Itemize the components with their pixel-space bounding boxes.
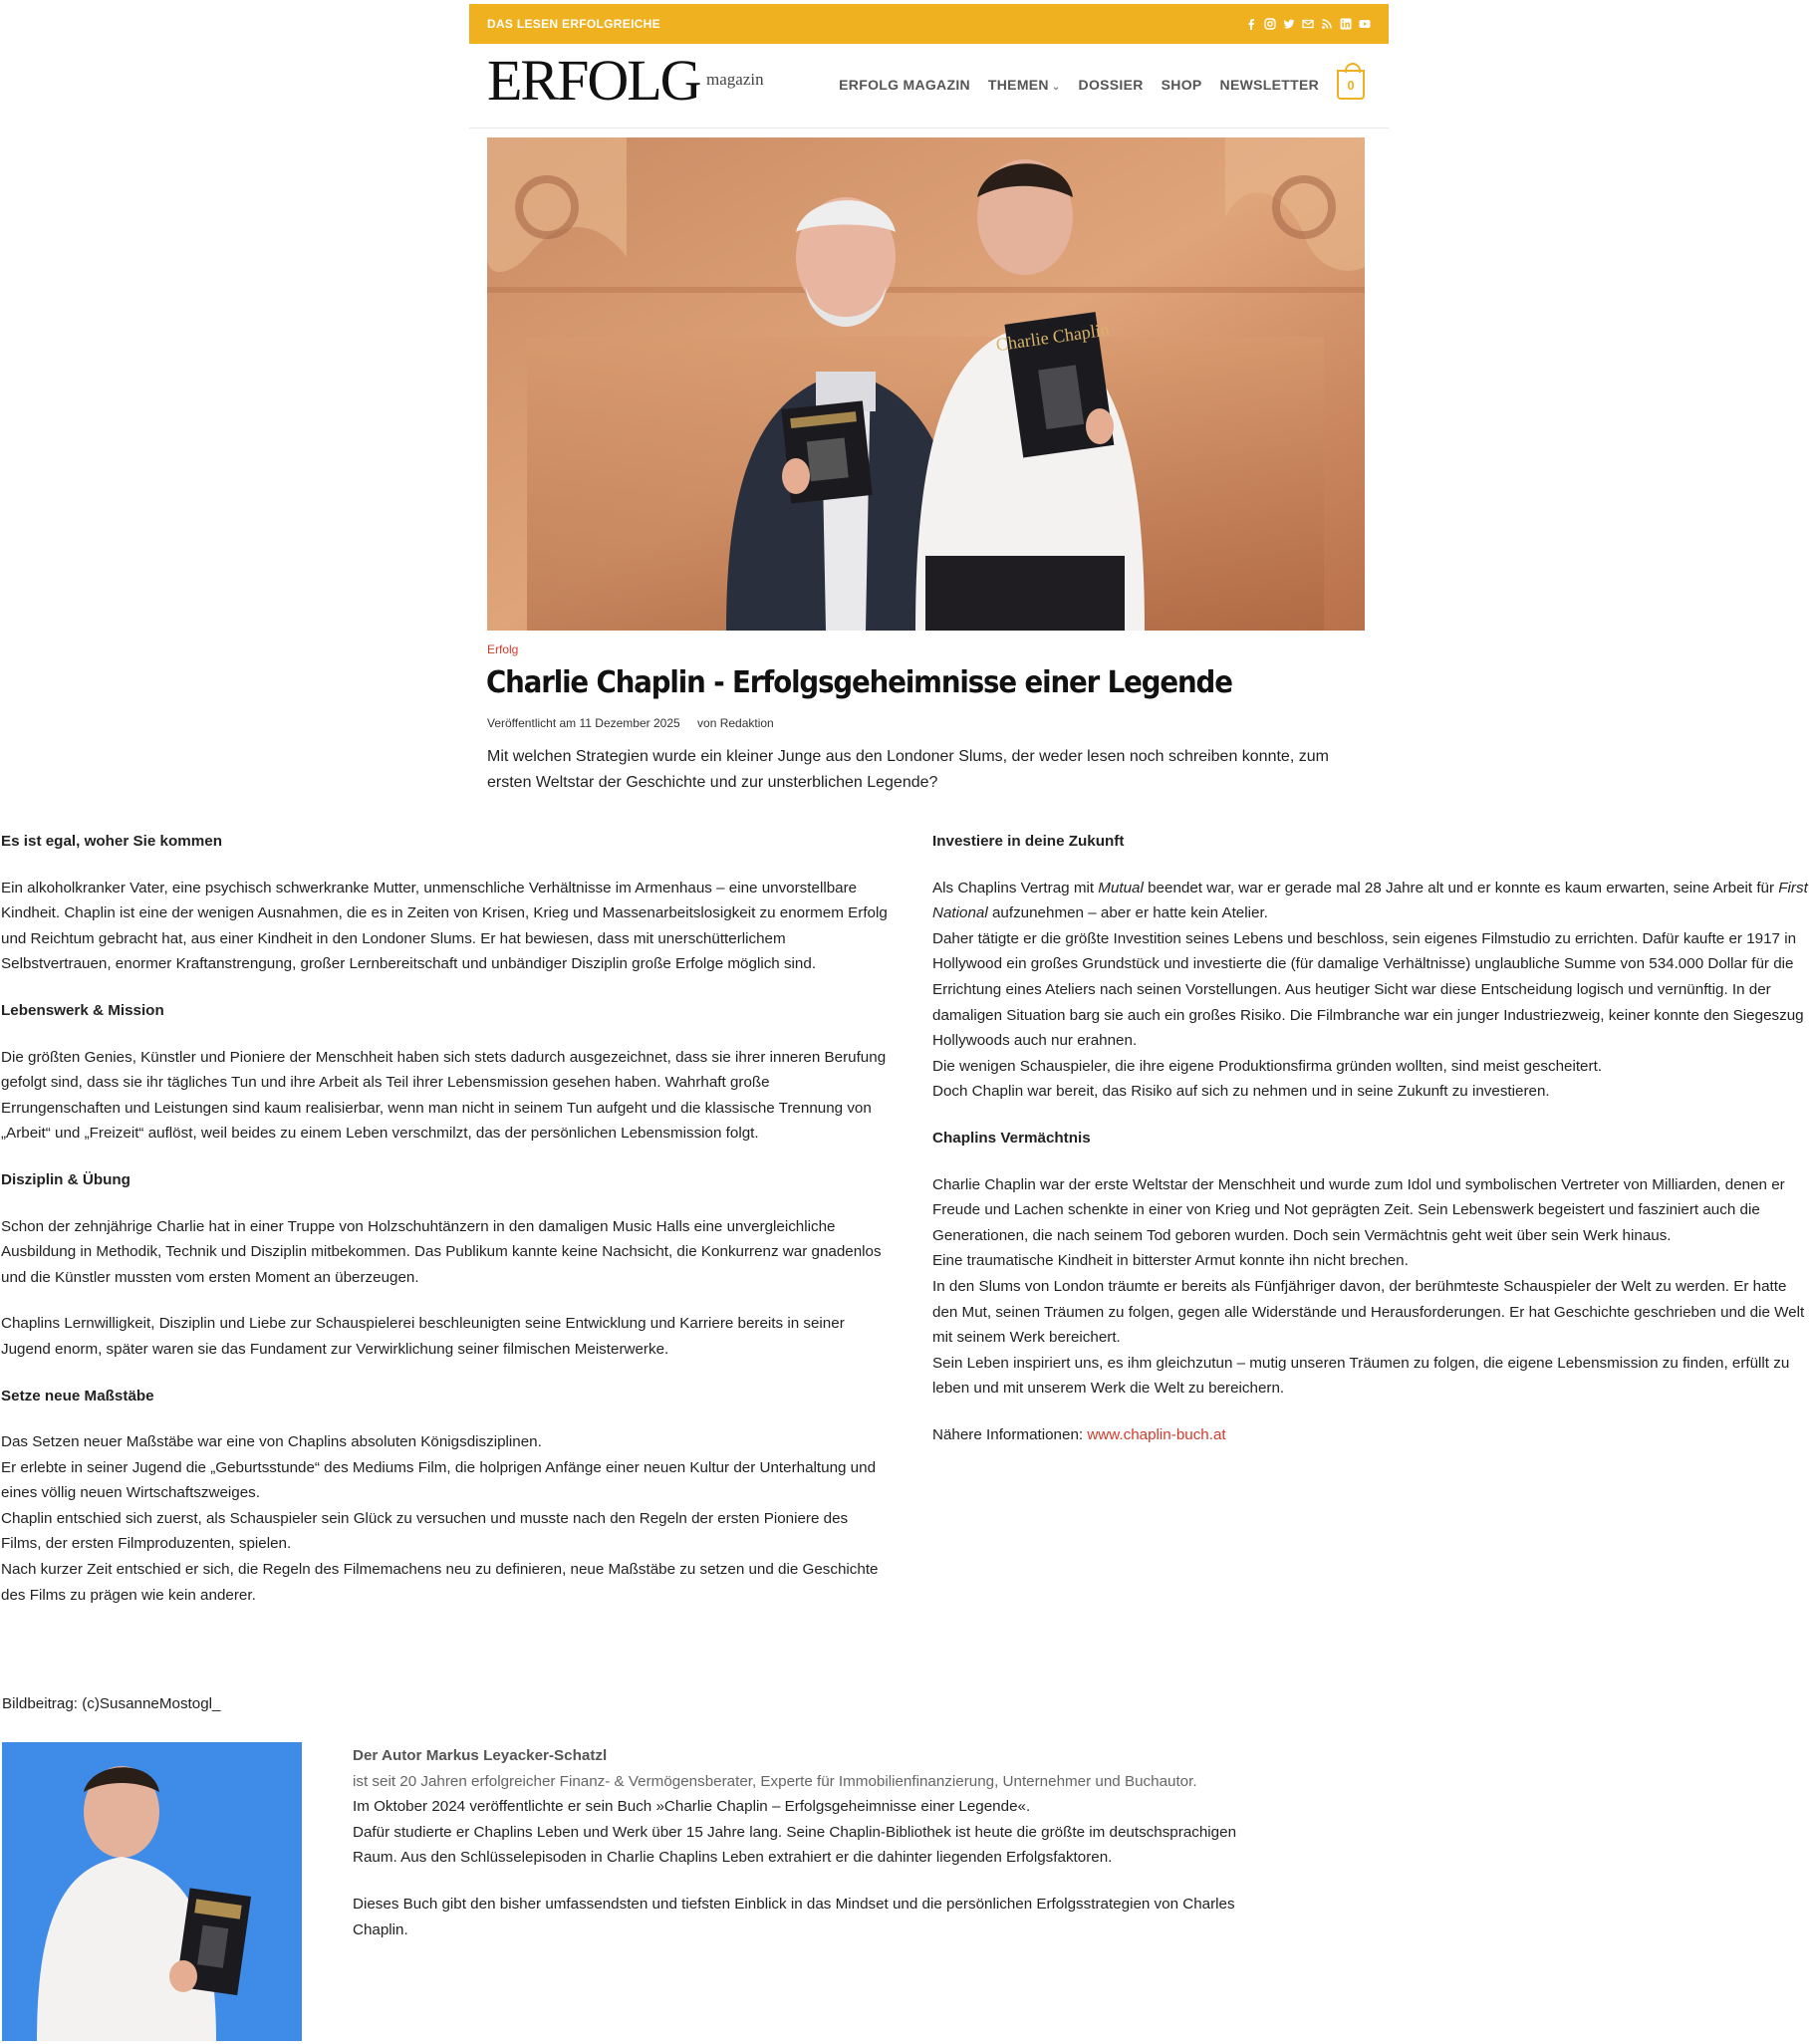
more-info xyxy=(932,1422,1813,1448)
paragraph-line: Das Setzen neuer Maßstäbe war eine von Chaplins absoluten Königsdisziplinen. xyxy=(1,1433,542,1451)
linkedin-icon[interactable] xyxy=(1340,18,1352,30)
cart-count: 0 xyxy=(1347,77,1355,93)
legacy-line: Eine traumatische Kindheit in bitterster Armut konnte ihn nicht brechen. xyxy=(932,1252,1409,1270)
nav-shop[interactable]: SHOP xyxy=(1161,77,1202,93)
instagram-icon[interactable] xyxy=(1264,18,1276,30)
article-meta xyxy=(487,716,774,730)
author-bio: ist seit 20 Jahren erfolgreicher Finanz- & Vermögensberater, Experte für Immobilienfinanzierung, Unternehmer und Buchautor. xyxy=(353,1772,1197,1790)
main-nav xyxy=(821,70,1365,100)
paragraph-line: Schon der zehnjährige Charlie hat in einer Truppe von Holzschuhtänzern in den damaligen Music Halls eine unvergleichliche Ausbildung in Methodik, Technik und Disziplin mitbekommen. Das Publikum kannte keine Nachsicht, die Konkurrenz war gnadenlos und die Künstler mussten vom ersten Moment an überzeugen. xyxy=(1,1217,882,1286)
section-paragraph xyxy=(1,876,888,977)
top-bar-tagline: DAS LESEN ERFOLGREICHE xyxy=(487,17,660,31)
image-credit: Bildbeitrag: (c)SusanneMostogl_ xyxy=(2,1695,221,1712)
invest-text-b: beendet war, war er gerade mal 28 Jahre alt und er konnte es kaum erwarten, seine Arbeit für xyxy=(1143,879,1779,896)
article-category[interactable]: Erfolg xyxy=(487,642,519,656)
section-paragraph xyxy=(1,1429,888,1608)
twitter-icon[interactable] xyxy=(1283,18,1295,30)
more-info-link[interactable]: www.chaplin-buch.at xyxy=(1087,1425,1226,1443)
section-paragraph xyxy=(1,1214,888,1291)
section-heading: Setze neue Maßstäbe xyxy=(1,1387,154,1405)
author-research: Dafür studierte er Chaplins Leben und Werk über 15 Jahre lang. Seine Chaplin-Bibliothek ist heute die größte im deutschsprachigen Raum. Aus den Schlüsselepisoden in Charlie Chaplins Leben extrahiert er die dahinter liegenden Erfolgsfaktoren. xyxy=(353,1823,1237,1867)
invest-em-mutual: Mutual xyxy=(1098,879,1144,896)
section-heading: Disziplin & Übung xyxy=(1,1170,130,1188)
invest-em-first-national: First National xyxy=(932,879,1808,922)
invest-text-a: Als Chaplins Vertrag mit xyxy=(932,879,1099,896)
paragraph-line: Die größten Genies, Künstler und Pioniere der Menschheit haben sich stets dadurch ausgezeichnet, dass sie ihrer inneren Berufung gefolgt sind, dass sie ihr tägliches Tun und ihre Arbeit als Teil ihrer Lebensmission gesehen haben. Wahrhaft große Errungenschaften und Leistungen sind kaum realisierbar, wenn man nicht in seinem Tun aufgeht und die klassische Trennung von „Arbeit“ und „Freizeit“ auflöst, weil beides zu einem Leben verschmilzt, das der persönlichen Lebensmission folgt. xyxy=(1,1048,887,1143)
section-body-invest xyxy=(932,876,1813,1105)
mail-icon[interactable] xyxy=(1302,18,1314,30)
top-bar xyxy=(469,4,1389,44)
section-heading: Es ist egal, woher Sie kommen xyxy=(1,833,222,850)
hero-image xyxy=(487,137,1365,631)
social-links xyxy=(1245,18,1371,30)
author-book-summary: Dieses Buch gibt den bisher umfassendsten und tiefsten Einblick in das Mindset und die persönlichen Erfolgsstrategien von Charles Chaplin. xyxy=(353,1895,1235,1938)
nav-erfolg-magazin[interactable]: ERFOLG MAGAZIN xyxy=(839,77,970,93)
nav-themen-label: THEMEN xyxy=(987,77,1049,93)
legacy-line: In den Slums von London träumte er bereits als Fünfjähriger davon, der berühmteste Schauspieler der Welt zu werden. Er hatte den Mut, seinen Träumen zu folgen, gegen alle Widerstände und Herausforderungen. Er hat Geschichte geschrieben und die Welt mit seinem Werk bereichert. xyxy=(932,1277,1805,1347)
paragraph-line: Chaplins Lernwilligkeit, Disziplin und Liebe zur Schauspielerei beschleunigten seine Entwicklung und Karriere bereits in seiner Jugend enorm, später waren sie das Fundament zur Verwirklichung seiner filmischen Meisterwerke. xyxy=(1,1315,845,1358)
invest-text-e: Die wenigen Schauspieler, die ihre eigene Produktionsfirma gründen wollten, sind meist gescheitert. xyxy=(932,1057,1603,1075)
paragraph-line: Nach kurzer Zeit entschied er sich, die Regeln des Filmemachens neu zu definieren, neue Maßstäbe zu setzen und die Geschichte des Films zu prägen wie kein anderer. xyxy=(1,1561,879,1604)
invest-text-d: Daher tätigte er die größte Investition seines Lebens und beschloss, sein eigenes Filmstudio zu errichten. Dafür kaufte er 1917 in Hollywood ein großes Grundstück und investierte die (für damalige Verhältnisse) unglaubliche Summe von 534.000 Dollar für die Errichtung eines Ateliers nach seinen Vorstellungen. Aus heutiger Sicht war diese Entscheidung logisch und vernünftig. In der damaligen Situation barg sie auch ein großes Risiko. Die Filmbranche war ein junger Industriezweig, keiner konnte den Siegeszug Hollywoods auch nur erahnen. xyxy=(932,929,1804,1050)
invest-text-c: aufzunehmen – aber er hatte kein Atelier. xyxy=(987,904,1268,922)
section-paragraph xyxy=(1,1045,888,1147)
publish-date: Veröffentlicht am 11 Dezember 2025 xyxy=(487,716,680,730)
author-photo xyxy=(2,1742,302,2041)
site-logo[interactable] xyxy=(487,48,764,113)
youtube-icon[interactable] xyxy=(1359,18,1371,30)
cart-button[interactable] xyxy=(1337,70,1365,100)
paragraph-line: Ein alkoholkranker Vater, eine psychisch schwerkranke Mutter, unmenschliche Verhältnisse im Armenhaus – eine unvorstellbare Kindheit. Chaplin ist eine der wenigen Ausnahmen, die es in Zeiten von Krisen, Krieg und Massenarbeitslosigkeit zu enormem Erfolg und Reichtum gebracht hat, aus einer Kindheit in den Londoner Slums. Er hat bewiesen, dass mit unerschütterlichem Selbstvertrauen, enormer Kraftanstrengung, großer Lernbereitschaft und unbändiger Disziplin große Erfolge möglich sind. xyxy=(1,879,888,973)
legacy-line: Charlie Chaplin war der erste Weltstar der Menschheit und wurde zum Idol und symbolischen Vertreter von Milliarden, denen er Freude und Lachen schenkte in einer von Krieg und Not geprägten Zeit. Sein Lebenswerk begeistert und fasziniert auch die Generationen, die nach seinem Tod geboren wurden. Doch sein Vermächtnis geht weit über sein Werk hinaus. xyxy=(932,1175,1785,1244)
article-title: Charlie Chaplin - Erfolgsgeheimnisse einer Legende xyxy=(486,665,1232,700)
chevron-down-icon: ⌄ xyxy=(1051,82,1061,93)
paragraph-line: Er erlebte in seiner Jugend die „Geburtsstunde“ des Mediums Film, die holprigen Anfänge einer neuen Kultur der Unterhaltung und eines völlig neuen Wirtschaftszweiges. xyxy=(1,1458,877,1502)
nav-themen[interactable] xyxy=(988,77,1061,93)
invest-text-f: Doch Chaplin war bereit, das Risiko auf sich zu nehmen und in seine Zukunft zu investieren. xyxy=(932,1083,1550,1101)
logo-main: ERFOLG xyxy=(487,48,700,113)
section-heading: Lebenswerk & Mission xyxy=(1,1001,164,1019)
rss-icon[interactable] xyxy=(1321,18,1333,30)
right-column xyxy=(932,829,1813,1468)
section-body-legacy xyxy=(932,1172,1813,1402)
author-box xyxy=(353,1743,1249,1942)
more-info-label: Nähere Informationen: xyxy=(932,1425,1088,1443)
facebook-icon[interactable] xyxy=(1245,18,1257,30)
author-book-info: Im Oktober 2024 veröffentlichte er sein Buch »Charlie Chaplin – Erfolgsgeheimnisse einer Legende«. xyxy=(353,1798,1031,1816)
article-lead: Mit welchen Strategien wurde ein kleiner Junge aus den Londoner Slums, der weder lesen noch schreiben konnte, zum ersten Weltstar der Geschichte und zur unsterblichen Legende? xyxy=(487,748,1329,791)
legacy-line: Sein Leben inspiriert uns, es ihm gleichzutun – mutig unseren Träumen zu folgen, die eigene Lebensmission zu finden, erfüllt zu leben und mit unserem Werk die Welt zu bereichern. xyxy=(932,1354,1790,1398)
section-heading-invest: Investiere in deine Zukunft xyxy=(932,833,1125,850)
nav-newsletter[interactable]: NEWSLETTER xyxy=(1219,77,1319,93)
article-author[interactable]: von Redaktion xyxy=(697,716,774,730)
logo-sub: magazin xyxy=(706,70,764,89)
section-paragraph xyxy=(1,1311,888,1362)
section-heading-legacy: Chaplins Vermächtnis xyxy=(932,1129,1091,1147)
nav-dossier[interactable]: DOSSIER xyxy=(1078,77,1144,93)
left-column xyxy=(1,829,888,1629)
hero-book-title: Charlie Chaplin xyxy=(994,319,1111,356)
paragraph-line: Chaplin entschied sich zuerst, als Schauspieler sein Glück zu versuchen und musste nach den Regeln der ersten Pioniere des Films, der ersten Filmproduzenten, spielen. xyxy=(1,1509,849,1553)
site-header xyxy=(469,44,1389,128)
author-name: Der Autor Markus Leyacker-Schatzl xyxy=(353,1747,608,1764)
